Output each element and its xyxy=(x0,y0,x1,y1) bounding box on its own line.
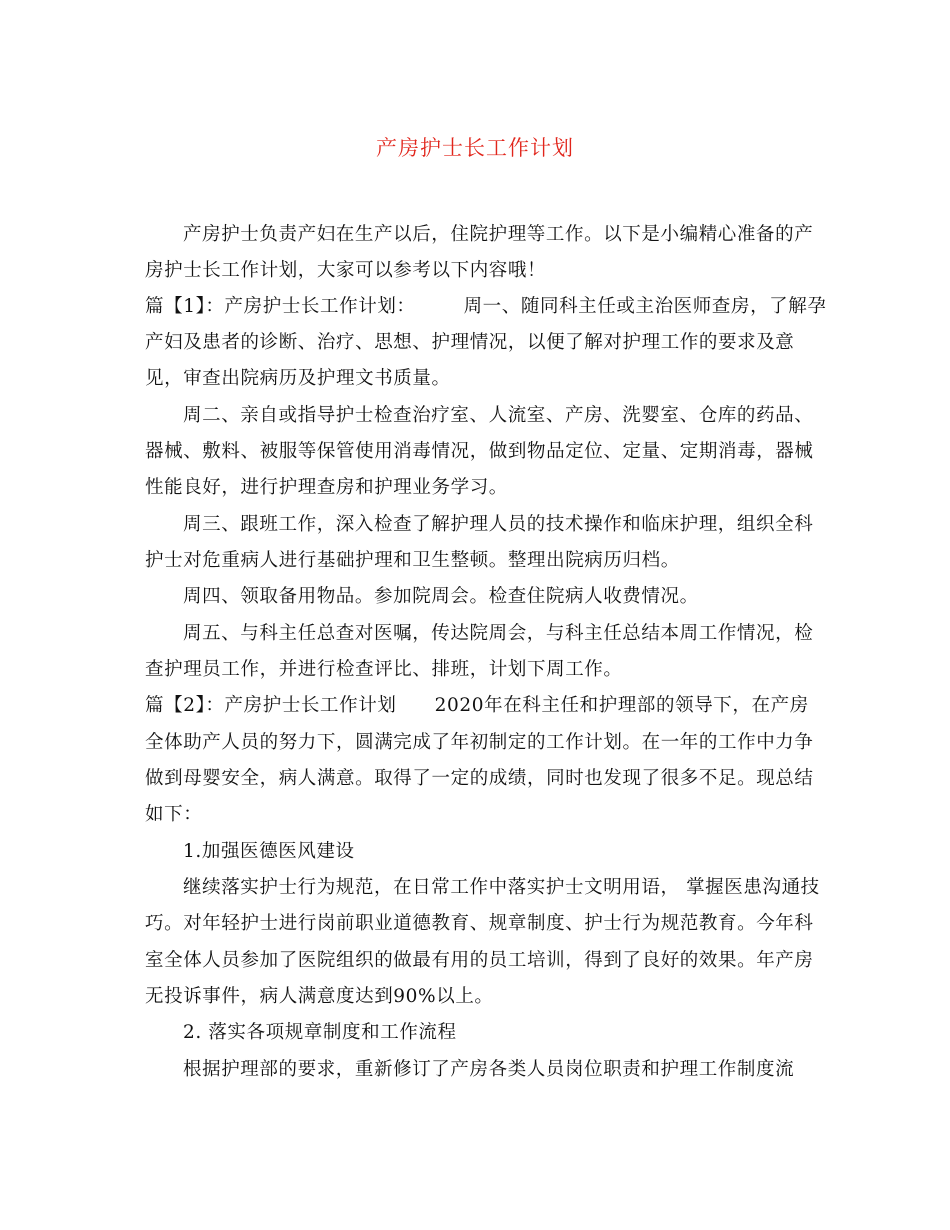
body-line: 巧。对年轻护士进行岗前职业道德教育、规章制度、护士行为规范教育。今年科 xyxy=(145,913,814,934)
body-line: 周二、亲自或指导护士检查治疗室、人流室、产房、洗婴室、仓库的药品、 xyxy=(183,405,814,426)
body-line: 周四、领取备用物品。参加院周会。检查住院病人收费情况。 xyxy=(183,586,699,607)
body-line: 如下： xyxy=(145,804,203,825)
section-heading: 1.加强医德医风建设 xyxy=(183,841,355,862)
body-line: 见，审查出院病历及护理文书质量。 xyxy=(145,368,451,389)
body-line: 全体助产人员的努力下，圆满完成了年初制定的工作计划。在一年的工作中力争 xyxy=(145,732,814,753)
body-line: 房护士长工作计划，大家可以参考以下内容哦！ xyxy=(145,260,547,281)
section-heading: 2. 落实各项规章制度和工作流程 xyxy=(183,1022,457,1043)
body-line: 篇【1】：产房护士长工作计划： 周一、随同科主任或主治医师查房，了解孕 xyxy=(145,296,827,317)
body-line: 性能良好，进行护理查房和护理业务学习。 xyxy=(145,477,508,498)
body-line: 产房护士负责产妇在生产以后，住院护理等工作。以下是小编精心准备的产 xyxy=(183,224,814,245)
body-line: 产妇及患者的诊断、治疗、思想、护理情况，以便了解对护理工作的要求及意 xyxy=(145,332,795,353)
body-line: 篇【2】：产房护士长工作计划 2020年在科主任和护理部的领导下，在产房 xyxy=(145,695,809,716)
body-line: 无投诉事件，病人满意度达到90%以上。 xyxy=(145,986,494,1007)
body-line: 做到母婴安全，病人满意。取得了一定的成绩，同时也发现了很多不足。现总结 xyxy=(145,768,814,789)
body-line: 室全体人员参加了医院组织的做最有用的员工培训，得到了良好的效果。年产房 xyxy=(145,950,814,971)
body-line: 护士对危重病人进行基础护理和卫生整顿。整理出院病历归档。 xyxy=(145,550,680,571)
body-line: 查护理员工作，并进行检查评比、排班，计划下周工作。 xyxy=(145,659,623,680)
body-line: 根据护理部的要求，重新修订了产房各类人员岗位职责和护理工作制度流 xyxy=(183,1059,795,1080)
body-line: 继续落实护士行为规范，在日常工作中落实护士文明用语， 掌握医患沟通技 xyxy=(183,877,820,898)
body-line: 周五、与科主任总查对医嘱，传达院周会，与科主任总结本周工作情况，检 xyxy=(183,623,814,644)
document-title: 产房护士长工作计划 xyxy=(376,136,574,160)
body-line: 器械、敷料、被服等保管使用消毒情况，做到物品定位、定量、定期消毒，器械 xyxy=(145,441,814,462)
body-line: 周三、跟班工作，深入检查了解护理人员的技术操作和临床护理，组织全科 xyxy=(183,514,814,535)
